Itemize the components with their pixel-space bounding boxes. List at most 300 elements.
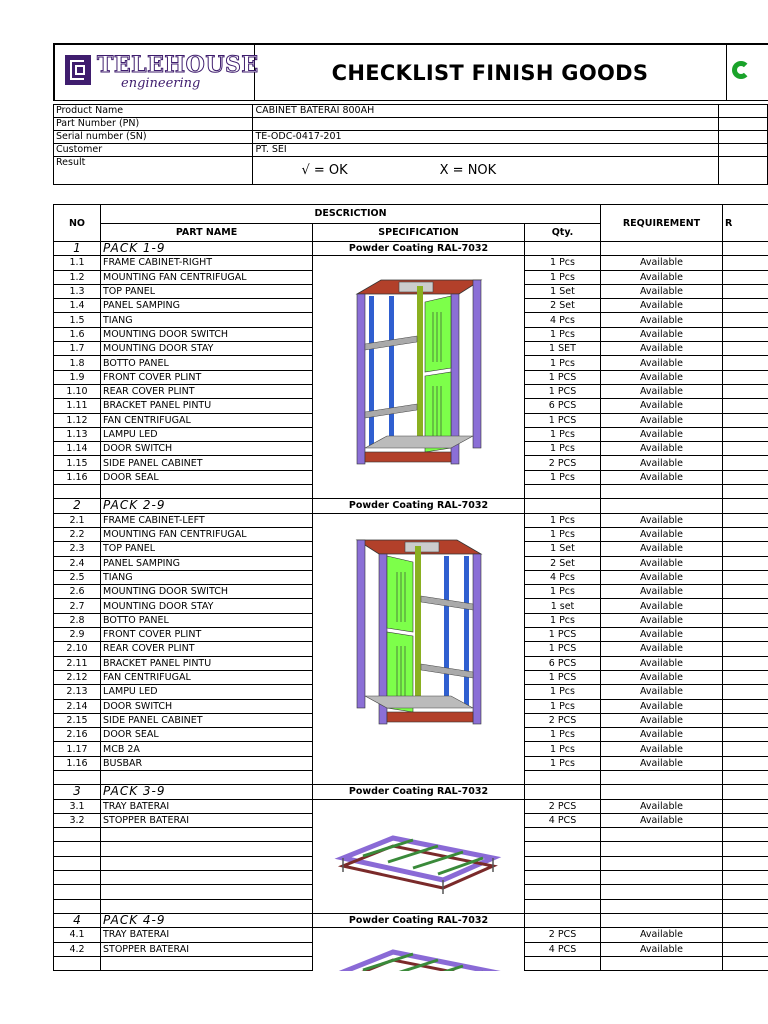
item-extra — [723, 470, 768, 484]
item-qty: 2 Set — [525, 299, 601, 313]
item-requirement: Available — [601, 513, 723, 527]
item-part-name: TRAY BATERAI — [101, 799, 313, 813]
item-requirement: Available — [601, 413, 723, 427]
item-qty: 2 Set — [525, 556, 601, 570]
item-number: 2.6 — [54, 585, 101, 599]
item-extra — [723, 342, 768, 356]
item-number: 2.8 — [54, 613, 101, 627]
item-extra — [723, 813, 768, 827]
item-number — [54, 885, 101, 899]
item-part-name: MOUNTING DOOR SWITCH — [101, 327, 313, 341]
product-info-table — [53, 104, 768, 185]
item-number: 1.15 — [54, 456, 101, 470]
illustration-wrapper — [329, 532, 509, 736]
pack-name: PACK 2-9 — [101, 499, 313, 513]
item-number: 2.12 — [54, 670, 101, 684]
item-part-name: TIANG — [101, 313, 313, 327]
item-requirement: Available — [601, 370, 723, 384]
item-qty — [525, 770, 601, 784]
pack-req-cell — [601, 499, 723, 513]
pack-header-row — [54, 242, 768, 256]
item-extra — [723, 284, 768, 298]
item-number: 1.13 — [54, 427, 101, 441]
item-part-name — [101, 828, 313, 842]
item-part-name — [101, 856, 313, 870]
pack-qty-cell — [525, 499, 601, 513]
item-number: 1.10 — [54, 384, 101, 398]
info-label: Customer — [54, 144, 253, 157]
logo-text: TELEHOUSE — [97, 52, 259, 78]
item-requirement: Available — [601, 713, 723, 727]
item-requirement: Available — [601, 542, 723, 556]
pack-number: 3 — [54, 785, 101, 799]
item-part-name — [101, 770, 313, 784]
item-part-name: FRONT COVER PLINT — [101, 370, 313, 384]
item-requirement: Available — [601, 356, 723, 370]
item-extra — [723, 713, 768, 727]
table-row — [54, 256, 768, 270]
item-number — [54, 842, 101, 856]
item-requirement: Available — [601, 799, 723, 813]
item-qty — [525, 899, 601, 913]
item-requirement — [601, 828, 723, 842]
item-extra — [723, 742, 768, 756]
result-row — [54, 157, 768, 185]
item-part-name — [101, 485, 313, 499]
pack-number: 2 — [54, 499, 101, 513]
cabinet-illustration — [329, 532, 509, 732]
item-extra — [723, 899, 768, 913]
item-extra — [723, 942, 768, 956]
item-extra — [723, 642, 768, 656]
item-requirement: Available — [601, 456, 723, 470]
illustration-wrapper — [333, 828, 503, 902]
col-no-header: NO — [54, 205, 101, 242]
item-illustration-cell — [313, 928, 525, 971]
item-qty: 4 PCS — [525, 813, 601, 827]
item-part-name: REAR COVER PLINT — [101, 384, 313, 398]
item-qty: 1 Pcs — [525, 756, 601, 770]
item-part-name: TOP PANEL — [101, 284, 313, 298]
item-number: 1.16 — [54, 470, 101, 484]
item-qty: 4 PCS — [525, 942, 601, 956]
info-row — [54, 105, 768, 118]
item-qty — [525, 485, 601, 499]
pack-specification: Powder Coating RAL-7032 — [313, 913, 525, 927]
item-extra — [723, 885, 768, 899]
item-number: 1.5 — [54, 313, 101, 327]
item-extra — [723, 513, 768, 527]
pack-req-cell — [601, 242, 723, 256]
item-qty: 1 PCS — [525, 670, 601, 684]
item-extra — [723, 856, 768, 870]
item-requirement: Available — [601, 656, 723, 670]
item-part-name: DOOR SEAL — [101, 728, 313, 742]
item-requirement: Available — [601, 470, 723, 484]
item-requirement: Available — [601, 728, 723, 742]
item-part-name: PANEL SAMPING — [101, 299, 313, 313]
table-row — [54, 513, 768, 527]
col-spec-header: SPECIFICATION — [313, 223, 525, 242]
item-requirement: Available — [601, 942, 723, 956]
item-requirement — [601, 871, 723, 885]
item-part-name — [101, 885, 313, 899]
item-number: 3.1 — [54, 799, 101, 813]
item-requirement — [601, 842, 723, 856]
pack-req-cell — [601, 785, 723, 799]
item-requirement: Available — [601, 284, 723, 298]
item-extra — [723, 556, 768, 570]
item-requirement: Available — [601, 642, 723, 656]
item-number: 3.2 — [54, 813, 101, 827]
ok-legend: √ = OK — [301, 163, 348, 178]
item-qty: 1 PCS — [525, 628, 601, 642]
item-qty — [525, 828, 601, 842]
pack-header-row — [54, 913, 768, 927]
tray-illustration — [333, 828, 503, 898]
pack-qty-cell — [525, 913, 601, 927]
item-extra — [723, 256, 768, 270]
illustration-wrapper — [329, 272, 509, 476]
item-qty: 2 PCS — [525, 928, 601, 942]
pack-extra-cell — [723, 913, 768, 927]
illustration-wrapper — [333, 942, 503, 970]
item-qty: 2 PCS — [525, 456, 601, 470]
item-requirement: Available — [601, 699, 723, 713]
item-requirement: Available — [601, 585, 723, 599]
item-qty: 1 Pcs — [525, 427, 601, 441]
item-requirement: Available — [601, 742, 723, 756]
table-row — [54, 928, 768, 942]
item-extra — [723, 384, 768, 398]
item-part-name: FAN CENTRIFUGAL — [101, 670, 313, 684]
pack-specification: Powder Coating RAL-7032 — [313, 785, 525, 799]
nok-legend: X = NOK — [439, 163, 497, 178]
item-requirement: Available — [601, 556, 723, 570]
item-number: 1.7 — [54, 342, 101, 356]
item-qty — [525, 885, 601, 899]
info-value: CABINET BATERAI 800AH — [253, 105, 719, 118]
item-number: 1.17 — [54, 742, 101, 756]
item-requirement: Available — [601, 670, 723, 684]
item-extra — [723, 699, 768, 713]
item-extra — [723, 656, 768, 670]
item-number — [54, 828, 101, 842]
item-number: 1.1 — [54, 256, 101, 270]
item-part-name: LAMPU LED — [101, 685, 313, 699]
item-extra — [723, 728, 768, 742]
pack-number: 1 — [54, 242, 101, 256]
item-requirement: Available — [601, 685, 723, 699]
item-qty: 1 Pcs — [525, 356, 601, 370]
item-part-name: FRONT COVER PLINT — [101, 628, 313, 642]
item-requirement: Available — [601, 342, 723, 356]
item-number — [54, 485, 101, 499]
item-qty: 2 PCS — [525, 799, 601, 813]
item-extra — [723, 442, 768, 456]
item-qty: 1 Pcs — [525, 728, 601, 742]
item-number: 2.15 — [54, 713, 101, 727]
info-extra — [719, 144, 768, 157]
item-extra — [723, 956, 768, 970]
item-qty: 1 Pcs — [525, 270, 601, 284]
item-number: 1.14 — [54, 442, 101, 456]
item-qty: 1 Pcs — [525, 742, 601, 756]
item-qty: 1 SET — [525, 342, 601, 356]
pack-specification: Powder Coating RAL-7032 — [313, 499, 525, 513]
item-number: 2.9 — [54, 628, 101, 642]
item-number: 1.6 — [54, 327, 101, 341]
checklist-table — [53, 204, 768, 971]
item-part-name: BUSBAR — [101, 756, 313, 770]
item-requirement: Available — [601, 442, 723, 456]
info-row — [54, 144, 768, 157]
item-extra — [723, 613, 768, 627]
logo-mark-icon — [65, 55, 91, 85]
item-qty — [525, 842, 601, 856]
info-value: PT. SEI — [253, 144, 719, 157]
cabinet-illustration — [329, 272, 509, 472]
item-extra — [723, 427, 768, 441]
pack-extra-cell — [723, 785, 768, 799]
document-title: CHECKLIST FINISH GOODS — [254, 45, 727, 101]
table-row — [54, 799, 768, 813]
item-number: 4.2 — [54, 942, 101, 956]
item-part-name: DOOR SWITCH — [101, 699, 313, 713]
pack-extra-cell — [723, 499, 768, 513]
item-number: 2.5 — [54, 570, 101, 584]
info-extra — [719, 118, 768, 131]
item-requirement — [601, 885, 723, 899]
item-qty: 1 Pcs — [525, 685, 601, 699]
item-part-name — [101, 899, 313, 913]
item-number: 2.10 — [54, 642, 101, 656]
item-qty — [525, 956, 601, 970]
item-part-name: SIDE PANEL CABINET — [101, 456, 313, 470]
item-part-name: TRAY BATERAI — [101, 928, 313, 942]
item-requirement: Available — [601, 928, 723, 942]
item-number — [54, 871, 101, 885]
item-requirement: Available — [601, 270, 723, 284]
item-number: 1.9 — [54, 370, 101, 384]
pack-header-row — [54, 499, 768, 513]
item-qty: 1 Set — [525, 542, 601, 556]
item-part-name: MOUNTING DOOR SWITCH — [101, 585, 313, 599]
item-part-name — [101, 956, 313, 970]
item-extra — [723, 599, 768, 613]
item-requirement: Available — [601, 813, 723, 827]
item-part-name: MCB 2A — [101, 742, 313, 756]
result-legend — [253, 157, 719, 185]
item-extra — [723, 413, 768, 427]
item-extra — [723, 628, 768, 642]
item-part-name: BRACKET PANEL PINTU — [101, 656, 313, 670]
item-part-name: DOOR SWITCH — [101, 442, 313, 456]
info-extra — [719, 131, 768, 144]
col-desc-header: DESCRICTION — [101, 205, 601, 224]
item-extra — [723, 685, 768, 699]
item-extra — [723, 670, 768, 684]
item-number: 2.14 — [54, 699, 101, 713]
item-number: 1.4 — [54, 299, 101, 313]
pack-extra-cell — [723, 242, 768, 256]
pack-specification: Powder Coating RAL-7032 — [313, 242, 525, 256]
item-requirement — [601, 485, 723, 499]
item-extra — [723, 527, 768, 541]
item-extra — [723, 871, 768, 885]
item-number — [54, 956, 101, 970]
info-label: Part Number (PN) — [54, 118, 253, 131]
item-number: 2.2 — [54, 527, 101, 541]
item-extra — [723, 370, 768, 384]
item-qty: 6 PCS — [525, 399, 601, 413]
item-extra — [723, 799, 768, 813]
item-qty: 1 PCS — [525, 642, 601, 656]
item-qty: 1 Set — [525, 284, 601, 298]
item-extra — [723, 356, 768, 370]
item-qty — [525, 856, 601, 870]
item-part-name: BOTTO PANEL — [101, 356, 313, 370]
item-part-name: SIDE PANEL CABINET — [101, 713, 313, 727]
item-requirement — [601, 956, 723, 970]
item-requirement — [601, 770, 723, 784]
col-req-header: REQUIREMENT — [601, 205, 723, 242]
item-illustration-cell — [313, 256, 525, 499]
pack-name: PACK 4-9 — [101, 913, 313, 927]
item-part-name: PANEL SAMPING — [101, 556, 313, 570]
item-extra — [723, 585, 768, 599]
item-extra — [723, 756, 768, 770]
company-logo — [55, 45, 259, 101]
item-extra — [723, 842, 768, 856]
item-qty: 1 set — [525, 599, 601, 613]
item-illustration-cell — [313, 799, 525, 913]
item-requirement: Available — [601, 527, 723, 541]
item-part-name: FRAME CABINET-RIGHT — [101, 256, 313, 270]
item-qty: 4 Pcs — [525, 570, 601, 584]
item-part-name: LAMPU LED — [101, 427, 313, 441]
item-part-name: REAR COVER PLINT — [101, 642, 313, 656]
item-number: 1.3 — [54, 284, 101, 298]
info-value — [253, 118, 719, 131]
item-illustration-cell — [313, 513, 525, 785]
item-qty: 1 Pcs — [525, 527, 601, 541]
item-requirement: Available — [601, 327, 723, 341]
item-number: 1.11 — [54, 399, 101, 413]
item-part-name: MOUNTING FAN CENTRIFUGAL — [101, 270, 313, 284]
item-part-name: BOTTO PANEL — [101, 613, 313, 627]
item-requirement: Available — [601, 427, 723, 441]
item-qty: 1 PCS — [525, 413, 601, 427]
item-part-name: FAN CENTRIFUGAL — [101, 413, 313, 427]
info-row — [54, 118, 768, 131]
item-requirement: Available — [601, 256, 723, 270]
item-requirement: Available — [601, 384, 723, 398]
item-extra — [723, 299, 768, 313]
pack-header-row — [54, 785, 768, 799]
item-part-name — [101, 842, 313, 856]
col-qty-header: Qty. — [525, 223, 601, 242]
item-qty: 1 Pcs — [525, 470, 601, 484]
item-number: 2.16 — [54, 728, 101, 742]
item-requirement — [601, 899, 723, 913]
item-requirement — [601, 856, 723, 870]
item-extra — [723, 828, 768, 842]
item-number: 1.2 — [54, 270, 101, 284]
pack-number: 4 — [54, 913, 101, 927]
item-part-name: TOP PANEL — [101, 542, 313, 556]
item-extra — [723, 313, 768, 327]
item-part-name: DOOR SEAL — [101, 470, 313, 484]
item-requirement: Available — [601, 570, 723, 584]
item-requirement: Available — [601, 613, 723, 627]
pack-qty-cell — [525, 785, 601, 799]
item-requirement: Available — [601, 399, 723, 413]
item-number: 2.3 — [54, 542, 101, 556]
item-qty: 1 Pcs — [525, 256, 601, 270]
info-value: TE-ODC-0417-201 — [253, 131, 719, 144]
item-qty: 1 PCS — [525, 384, 601, 398]
item-qty — [525, 871, 601, 885]
item-number: 1.16 — [54, 756, 101, 770]
info-label: Serial number (SN) — [54, 131, 253, 144]
col-part-header: PART NAME — [101, 223, 313, 242]
pack-name: PACK 3-9 — [101, 785, 313, 799]
item-number — [54, 899, 101, 913]
item-number: 1.8 — [54, 356, 101, 370]
item-number: 1.12 — [54, 413, 101, 427]
item-requirement: Available — [601, 756, 723, 770]
partner-logo — [726, 45, 768, 101]
item-part-name — [101, 871, 313, 885]
item-part-name: STOPPER BATERAI — [101, 942, 313, 956]
item-part-name: MOUNTING DOOR STAY — [101, 599, 313, 613]
item-qty: 1 Pcs — [525, 442, 601, 456]
item-number — [54, 770, 101, 784]
item-number: 2.11 — [54, 656, 101, 670]
info-row — [54, 131, 768, 144]
item-qty: 4 Pcs — [525, 313, 601, 327]
item-extra — [723, 327, 768, 341]
item-part-name: TIANG — [101, 570, 313, 584]
item-number: 2.1 — [54, 513, 101, 527]
item-part-name: STOPPER BATERAI — [101, 813, 313, 827]
item-requirement: Available — [601, 628, 723, 642]
item-number: 4.1 — [54, 928, 101, 942]
item-qty: 1 Pcs — [525, 585, 601, 599]
item-requirement: Available — [601, 299, 723, 313]
item-number: 2.13 — [54, 685, 101, 699]
item-requirement: Available — [601, 313, 723, 327]
item-part-name: FRAME CABINET-LEFT — [101, 513, 313, 527]
info-extra — [719, 105, 768, 118]
item-qty: 1 Pcs — [525, 513, 601, 527]
item-number: 2.4 — [54, 556, 101, 570]
item-extra — [723, 928, 768, 942]
item-extra — [723, 456, 768, 470]
item-qty: 2 PCS — [525, 713, 601, 727]
item-part-name: MOUNTING FAN CENTRIFUGAL — [101, 527, 313, 541]
pack-name: PACK 1-9 — [101, 242, 313, 256]
partner-logo-icon — [732, 61, 750, 79]
item-extra — [723, 399, 768, 413]
item-part-name: MOUNTING DOOR STAY — [101, 342, 313, 356]
item-extra — [723, 570, 768, 584]
item-qty: 6 PCS — [525, 656, 601, 670]
pack-req-cell — [601, 913, 723, 927]
item-extra — [723, 542, 768, 556]
item-extra — [723, 485, 768, 499]
